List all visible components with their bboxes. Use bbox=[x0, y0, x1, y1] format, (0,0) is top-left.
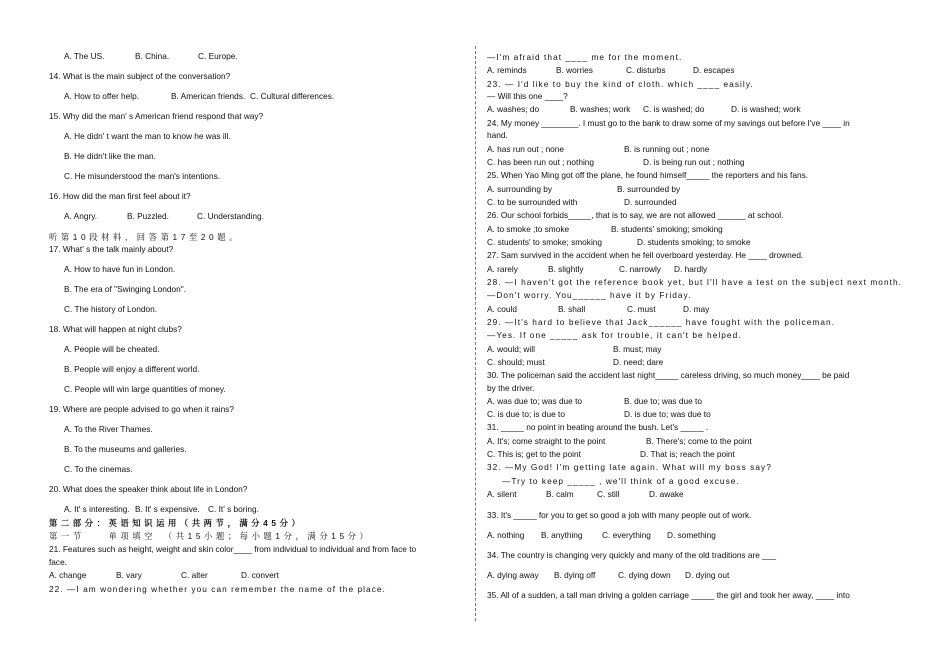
q15-option-a: A. He didn' t want the man to know he was ill. bbox=[64, 131, 231, 141]
q31-options-ab: A. It's; come straight to the point B. There's; come to the point bbox=[487, 436, 752, 446]
q32-reply: —Try to keep _____ , we'll think of a good excuse. bbox=[502, 476, 740, 486]
part2-title: 第二部分：英语知识运用（共两节，满分45分） bbox=[49, 518, 304, 528]
q22-options: A. reminds B. worries C. disturbs D. escapes bbox=[487, 65, 735, 75]
q25-options-ab: A. surrounding by B. surrounded by bbox=[487, 184, 681, 194]
q20-options: A. It' s interesting. B. It' s expensive. C. It' s boring. bbox=[64, 504, 259, 514]
column-divider bbox=[475, 46, 476, 621]
q23-reply: — Will this one ____? bbox=[487, 91, 568, 101]
right-column bbox=[487, 0, 902, 659]
q20-stem: 20. What does the speaker think about life in London? bbox=[49, 484, 248, 494]
q24-options-ab: A. has run out ; none B. is running out ; none bbox=[487, 144, 710, 154]
q34-options: A. dying away B. dying off C. dying down D. dying out bbox=[487, 570, 730, 580]
q13-options: A. The US. B. China. C. Europe. bbox=[64, 51, 238, 61]
q18-option-b: B. People will enjoy a different world. bbox=[64, 364, 200, 374]
q16-options: A. Angry. B. Puzzled. C. Understanding. bbox=[64, 211, 264, 221]
section10-instruction: 听第10段材料，回答第17至20题。 bbox=[49, 232, 242, 242]
q25-options-cd: C. to be surrounded with D. surrounded bbox=[487, 197, 677, 207]
q26-options-cd: C. students' to smoke; smoking D. students smoking; to smoke bbox=[487, 237, 751, 247]
q26-options-ab: A. to smoke ;to smoke B. students' smoking; smoking bbox=[487, 224, 723, 234]
q23-stem: 23. — I'd like to buy the kind of cloth. which ____ easily. bbox=[487, 79, 754, 89]
q21-stem: 21. Features such as height, weight and skin color____ from individual to individual and from face to bbox=[49, 544, 417, 554]
q31-stem: 31. _____ no point in beating around the bush. Let's _____ . bbox=[487, 422, 709, 432]
q29-options-cd: C. should; must D. need; dare bbox=[487, 357, 664, 367]
q19-option-a: A. To the River Thames. bbox=[64, 424, 153, 434]
q30-options-ab: A. was due to; was due to B. due to; was due to bbox=[487, 396, 702, 406]
q31-options-cd: C. This is; get to the point D. That is; reach the point bbox=[487, 449, 735, 459]
q17-option-b: B. The era of "Swinging London". bbox=[64, 284, 186, 294]
q28-reply: —Don't worry. You______ have it by Friday. bbox=[487, 290, 692, 300]
q18-option-a: A. People will be cheated. bbox=[64, 344, 160, 354]
q17-stem: 17. What' s the talk mainly about? bbox=[49, 244, 174, 254]
q28-stem: 28. —I haven't got the reference book yet, but I'll have a test on the subject next month. bbox=[487, 277, 902, 287]
q29-stem: 29. —It's hard to believe that Jack______ have fought with the policeman. bbox=[487, 317, 836, 327]
q33-stem: 33. It's _____ for you to get so good a job with many people out of work. bbox=[487, 510, 752, 520]
q34-stem: 34. The country is changing very quickly and many of the old traditions are ___ bbox=[487, 550, 777, 560]
q29-reply: —Yes. If one _____ ask for trouble, it can't be helped. bbox=[487, 330, 742, 340]
q17-option-c: C. The history of London. bbox=[64, 304, 158, 314]
q19-option-c: C. To the cinemas. bbox=[64, 464, 133, 474]
q33-options: A. nothing B. anything C. everything D. something bbox=[487, 530, 716, 540]
q35-stem: 35. All of a sudden, a tall man driving a golden carriage _____ the girl and took her away, ____ into bbox=[487, 590, 850, 600]
section1-title: 第一节 单项填空 （共15小题；每小题1分，满分15分） bbox=[49, 531, 372, 541]
q27-options: A. rarely B. slightly C. narrowly D. hardly bbox=[487, 264, 708, 274]
q23-options: A. washes; do B. washes; work C. is washed; do D. is washed; work bbox=[487, 104, 801, 114]
q28-options: A. could B. shall C. must D. may bbox=[487, 304, 710, 314]
q14-stem: 14. What is the main subject of the conversation? bbox=[49, 71, 231, 81]
q26-stem: 26. Our school forbids_____, that is to say, we are not allowed ______ at school. bbox=[487, 210, 784, 220]
q18-option-c: C. People will win large quantities of money. bbox=[64, 384, 226, 394]
q15-option-b: B. He didn't like the man. bbox=[64, 151, 156, 161]
q17-option-a: A. How to have fun in London. bbox=[64, 264, 176, 274]
q15-option-c: C. He misunderstood the man's intentions. bbox=[64, 171, 221, 181]
q19-option-b: B. To the museums and galleries. bbox=[64, 444, 187, 454]
q24-options-cd: C. has been run out ; nothing D. is being run out ; nothing bbox=[487, 157, 745, 167]
q14-options: A. How to offer help. B. American friends. C. Cultural differences. bbox=[64, 91, 335, 101]
left-column bbox=[49, 0, 469, 659]
q30-stem-continued: by the driver. bbox=[487, 383, 535, 393]
q22-stem-continued: —I'm afraid that ____ me for the moment. bbox=[487, 52, 683, 62]
q27-stem: 27. Sam survived in the accident when he fell overboard yesterday. He ____ drowned. bbox=[487, 250, 804, 260]
q21-stem-continued: face. bbox=[49, 557, 67, 567]
q21-options: A. change B. vary C. alter D. convert bbox=[49, 570, 279, 580]
q15-stem: 15. Why did the man' s American friend respond that way? bbox=[49, 111, 264, 121]
q24-stem: 24. My money ________. I must go to the bank to draw some of my savings out before I've ____ in bbox=[487, 118, 850, 128]
q32-options: A. silent B. calm C. still D. awake bbox=[487, 489, 684, 499]
q18-stem: 18. What will happen at night clubs? bbox=[49, 324, 182, 334]
q32-stem: 32. —My God! I'm getting late again. What will my boss say? bbox=[487, 462, 772, 472]
q25-stem: 25. When Yao Ming got off the plane, he found himself_____ the reporters and his fans. bbox=[487, 170, 809, 180]
q22-stem: 22. —I am wondering whether you can remember the name of the place. bbox=[49, 584, 386, 594]
q30-options-cd: C. is due to; is due to D. is due to; was due to bbox=[487, 409, 711, 419]
q16-stem: 16. How did the man first feel about it? bbox=[49, 191, 191, 201]
q19-stem: 19. Where are people advised to go when it rains? bbox=[49, 404, 234, 414]
q29-options-ab: A. would; will B. must; may bbox=[487, 344, 662, 354]
q24-stem-continued: hand. bbox=[487, 130, 508, 140]
q30-stem: 30. The policeman said the accident last night_____ careless driving, so much money____ be paid bbox=[487, 370, 850, 380]
